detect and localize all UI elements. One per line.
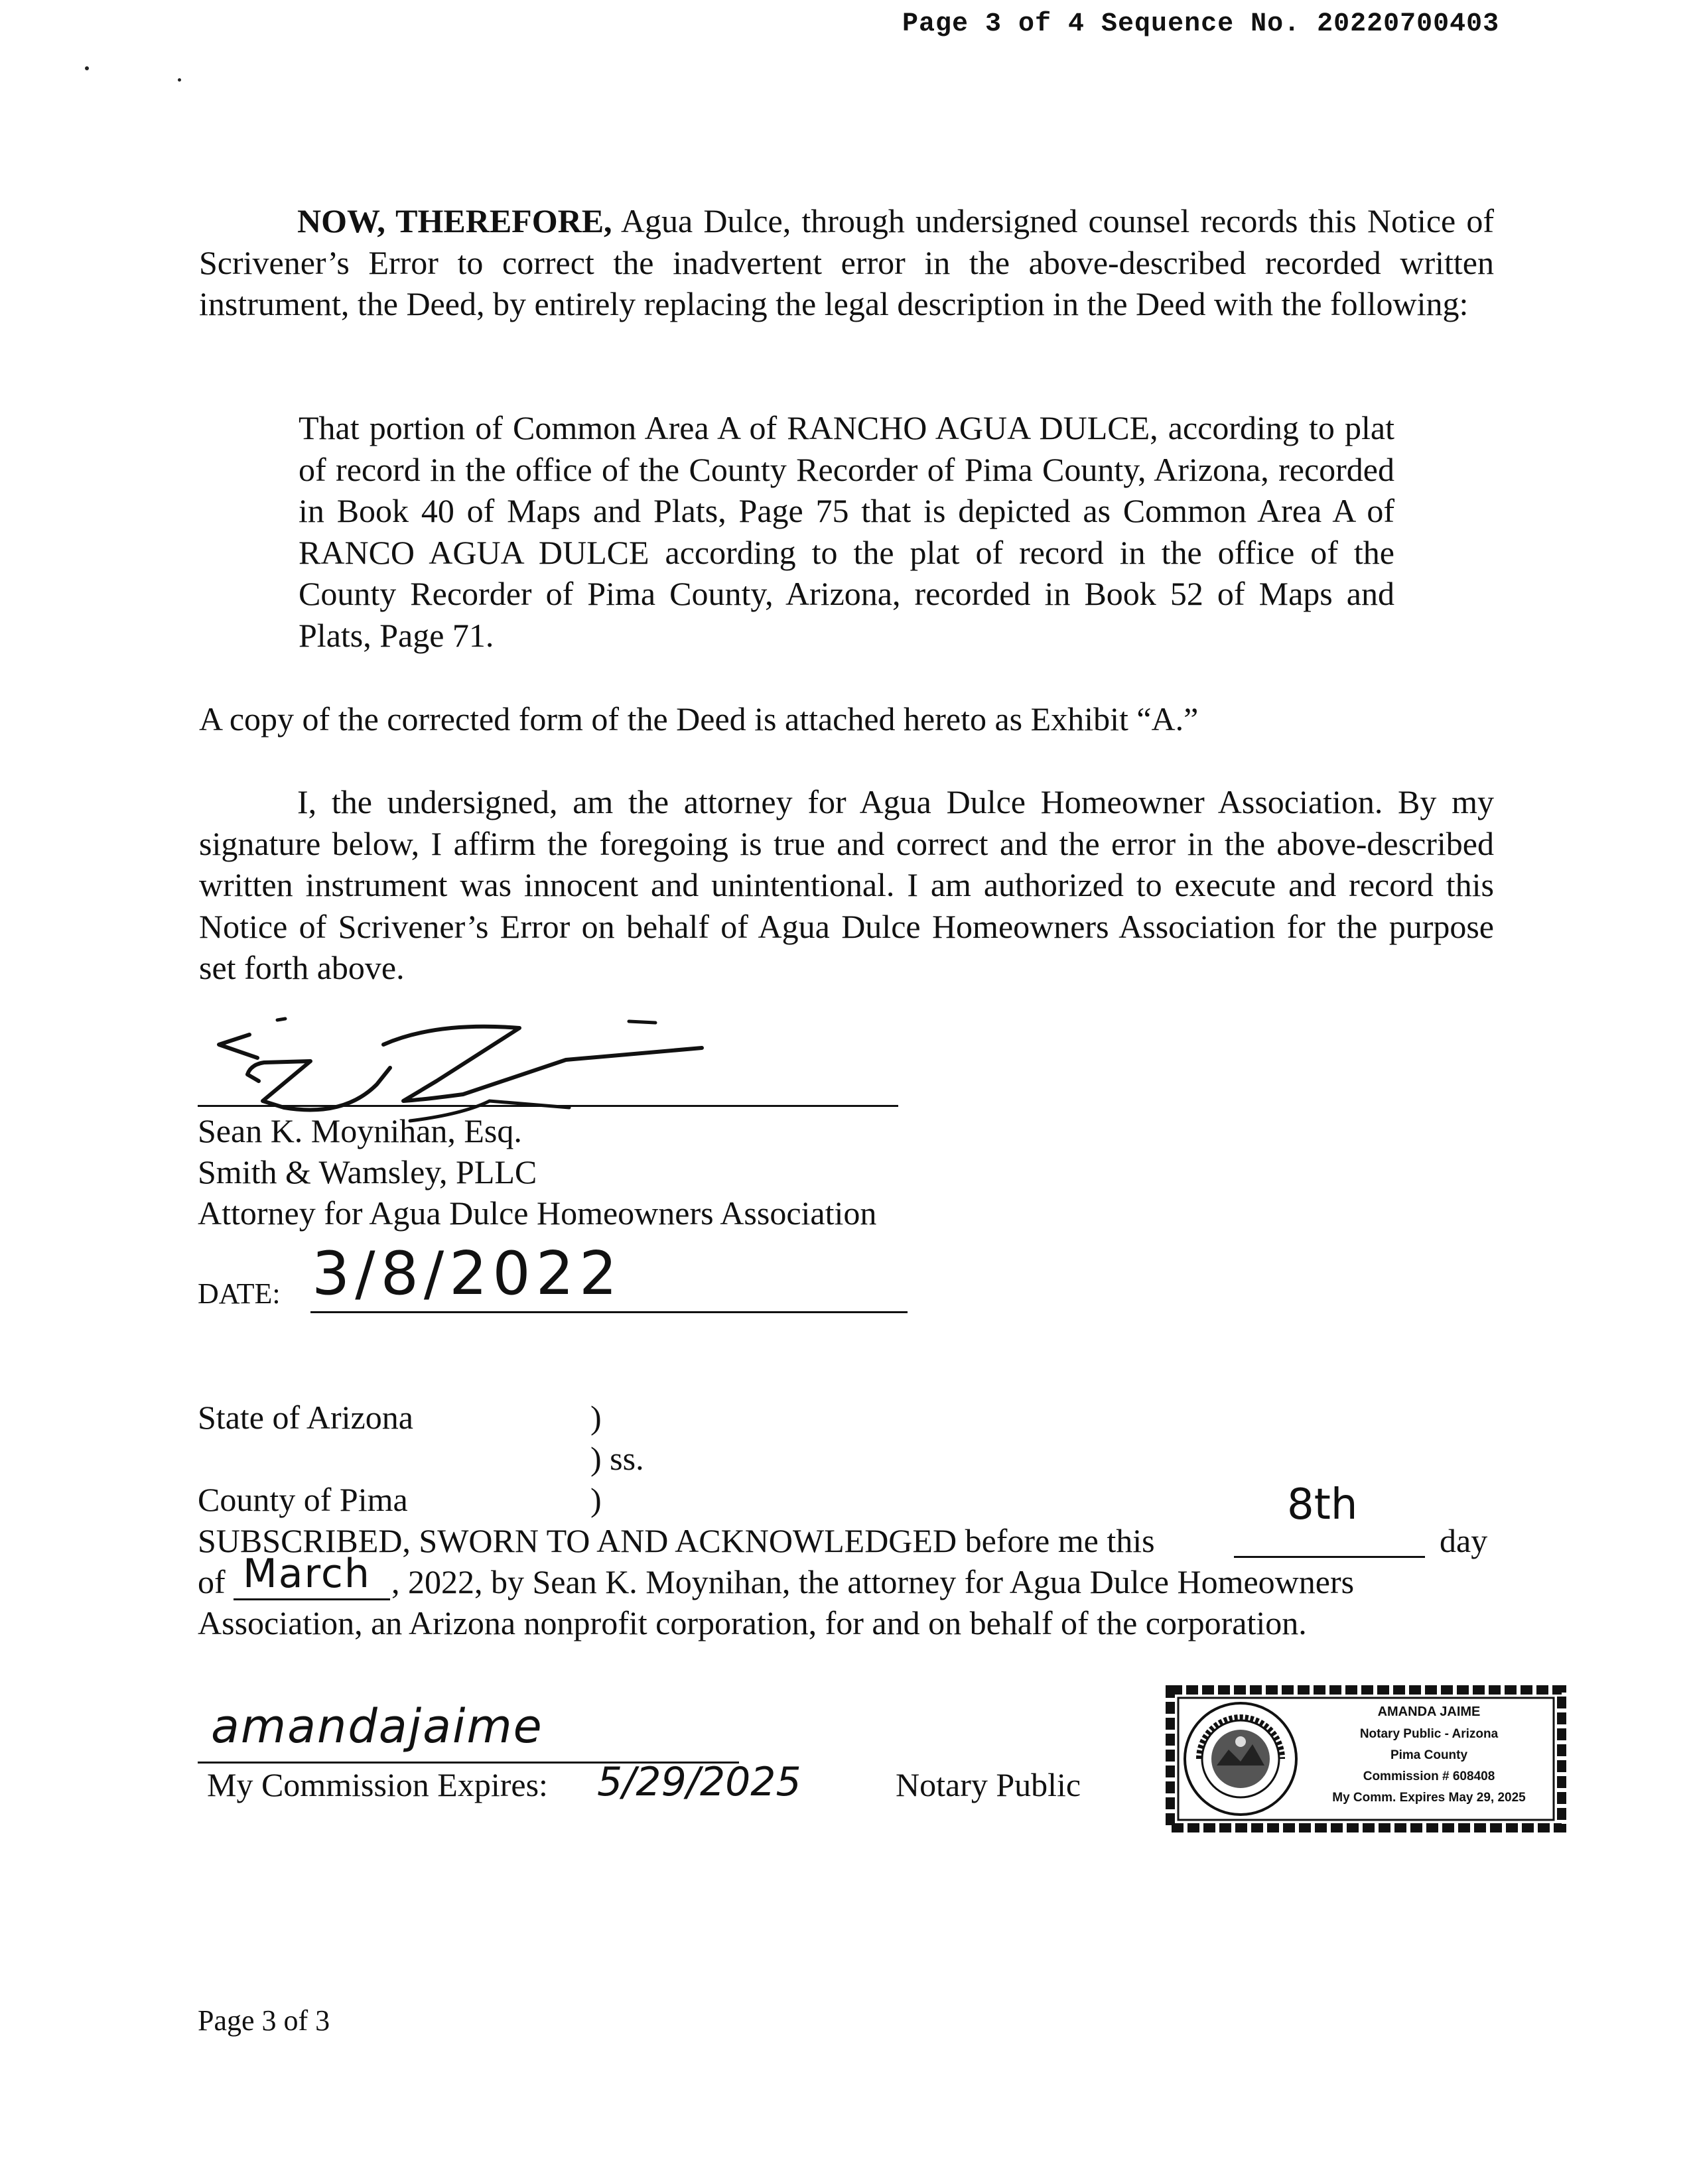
exhibit-note: A copy of the corrected form of the Deed is attached hereto as Exhibit “A.” [199, 700, 1199, 738]
month-handwritten: March [243, 1551, 371, 1597]
commission-expires-label: My Commission Expires: [207, 1766, 548, 1803]
month-blank-line [234, 1598, 390, 1600]
day-handwritten: 8th [1287, 1480, 1358, 1529]
signatory-firm: Smith & Wamsley, PLLC [198, 1153, 537, 1190]
acknowledgment-line-3: Association, an Arizona nonprofit corporation, for and on behalf of the corporation. [198, 1604, 1307, 1641]
page-footer: Page 3 of 3 [198, 2004, 330, 2037]
date-line [310, 1311, 908, 1313]
notary-signature: amandajaime [211, 1699, 543, 1754]
notary-public-label: Notary Public [896, 1766, 1081, 1803]
signatory-name: Sean K. Moynihan, Esq. [198, 1112, 522, 1149]
commission-date-handwritten: 5/29/2025 [597, 1759, 801, 1805]
acknowledgment-of: of [198, 1563, 226, 1600]
attorney-signature-line [198, 1105, 898, 1107]
stamp-expires: My Comm. Expires May 29, 2025 [1332, 1791, 1526, 1805]
venue-paren-3: ) [590, 1481, 602, 1518]
venue-state: State of Arizona [198, 1399, 413, 1436]
notary-stamp [1162, 1682, 1570, 1836]
scan-speck [178, 78, 181, 82]
acknowledgment-day-word: day [1440, 1522, 1488, 1559]
date-label: DATE: [198, 1277, 281, 1310]
stamp-commission: Commission # 608408 [1363, 1769, 1495, 1783]
acknowledgment-line-2: , 2022, by Sean K. Moynihan, the attorney for Agua Dulce Homeowners [391, 1563, 1355, 1600]
stamp-name: AMANDA JAIME [1377, 1704, 1481, 1719]
now-therefore-paragraph [199, 200, 1494, 325]
stamp-county: Pima County [1390, 1748, 1468, 1762]
state-seal-icon [1182, 1701, 1299, 1817]
acknowledgment-line-1: SUBSCRIBED, SWORN TO AND ACKNOWLEDGED before me this [198, 1522, 1155, 1559]
legal-description: That portion of Common Area A of RANCHO AGUA DULCE, according to plat of record in the office of the County Recorder of Pima County, Arizona, recorded in Book 40 of Maps and Plats, Page 75 that is depicted as Common Area A of RANCO AGUA DULCE according to the plat of record in the office of the County Recorder of Pima County, Arizona, recorded in Book 52 of Maps and Plats, Page 71. [299, 409, 1394, 654]
affirmation-paragraph: I, the undersigned, am the attorney for Agua Dulce Homeowner Association. By my signature below, I affirm the foregoing is true and correct and the error in the above-described written instrument was innocent and unintentional. I am authorized to execute and record this Notice of Scrivener’s Error on behalf of Agua Dulce Homeowners Association for the purpose set forth above. [199, 783, 1494, 986]
scan-speck [85, 66, 89, 70]
venue-paren-1: ) [590, 1399, 602, 1436]
signatory-role: Attorney for Agua Dulce Homeowners Association [198, 1194, 877, 1232]
venue-county: County of Pima [198, 1481, 408, 1518]
day-blank-line [1234, 1556, 1425, 1558]
venue-ss: ) ss. [590, 1440, 644, 1477]
now-therefore-lead: NOW, THEREFORE, [297, 202, 612, 239]
stamp-title: Notary Public - Arizona [1359, 1727, 1499, 1741]
now-therefore-text: Agua Dulce, through undersigned counsel records this Notice of Scrivener’s Error to correct the inadvertent error in the above-described recorded written instrument, the Deed, by entirely replacing the legal description in the Deed with the following: [199, 202, 1494, 322]
sequence-header: Page 3 of 4 Sequence No. 20220700403 [902, 9, 1500, 39]
date-handwritten: 3/8/2022 [312, 1239, 623, 1309]
